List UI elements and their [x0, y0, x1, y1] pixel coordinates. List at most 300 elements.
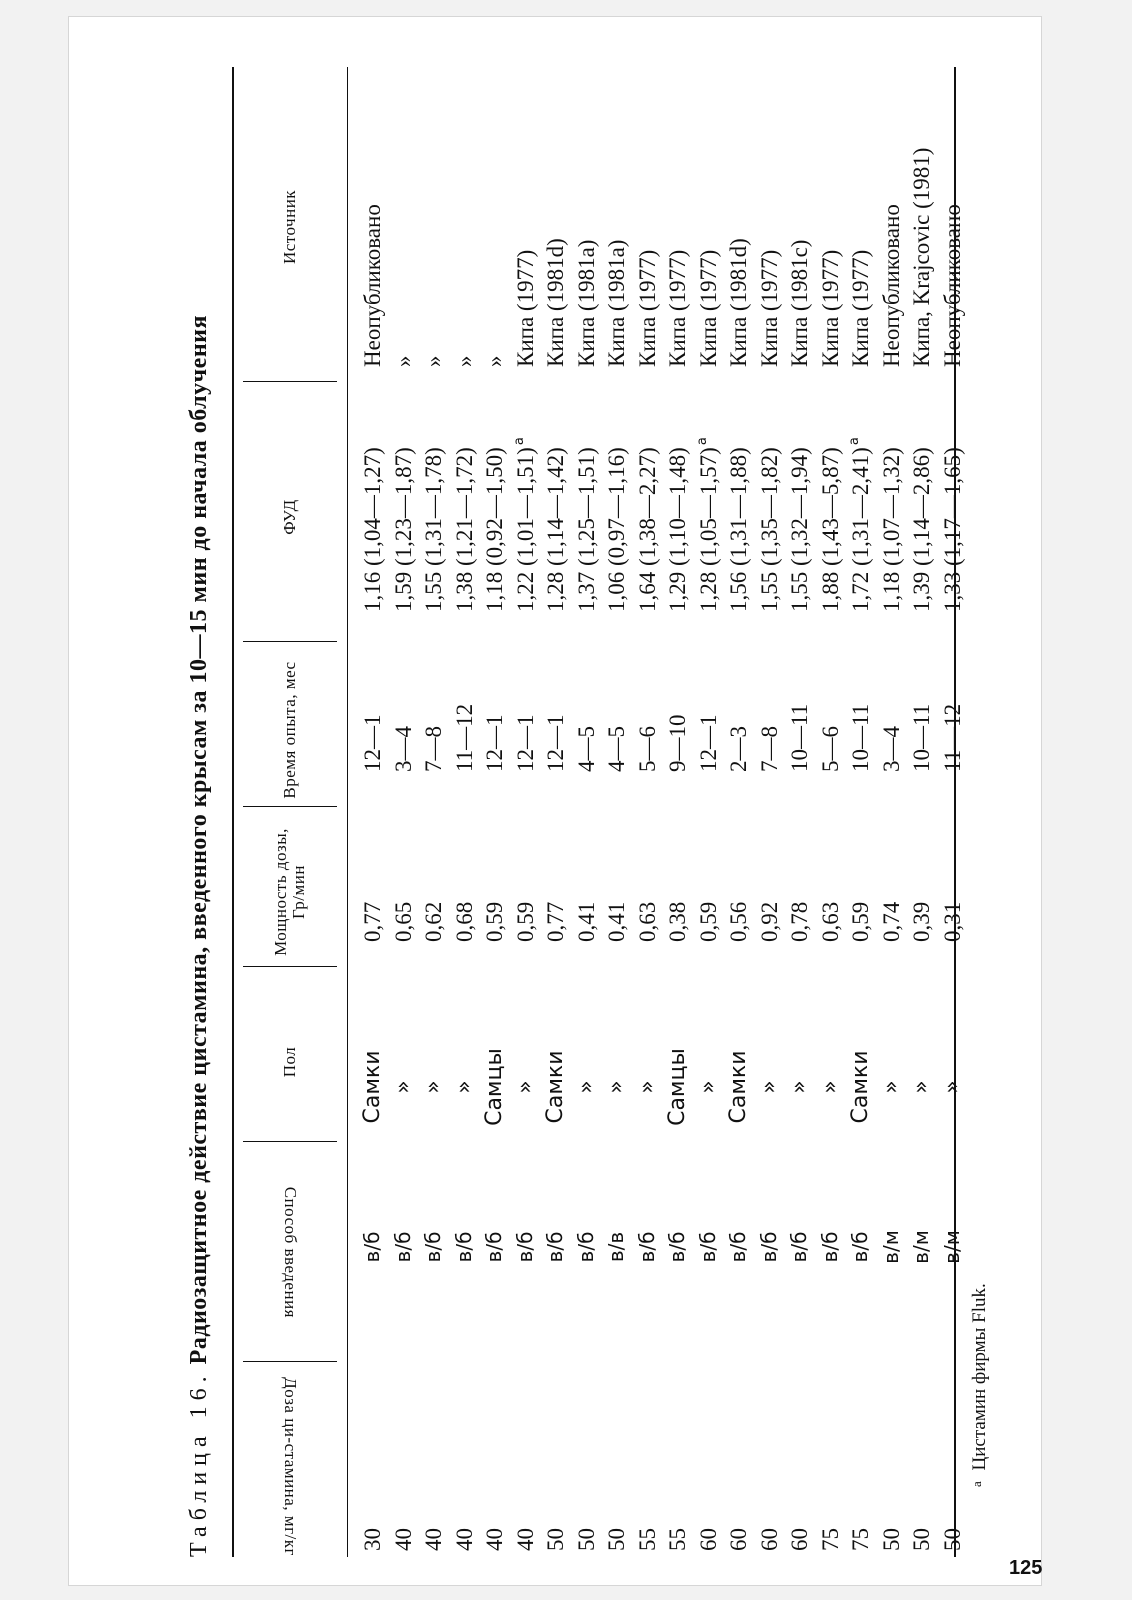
cell-dose-text: 55	[634, 1528, 660, 1551]
cell-source	[540, 238, 571, 367]
cell-power	[845, 902, 876, 942]
cell-source-text: »	[451, 355, 477, 367]
cell-sex-text: Самки	[726, 1050, 751, 1124]
cell-time-text: 10—11	[848, 703, 873, 772]
cell-dru	[815, 445, 846, 612]
cell-sex	[693, 987, 724, 1187]
cell-dose-text: 40	[451, 1528, 477, 1551]
cell-power	[449, 902, 480, 942]
header-divider	[243, 806, 337, 807]
cell-time-text: 12—1	[360, 714, 385, 772]
cell-dru	[784, 445, 815, 612]
cell-source	[815, 250, 846, 367]
cell-sex-text: Самки	[848, 1050, 873, 1124]
cell-source	[510, 250, 541, 367]
table-row	[845, 67, 876, 1557]
cell-source-text: Кипа (1981d)	[543, 238, 568, 367]
cell-power-text: 0,63	[817, 901, 843, 942]
cell-time	[754, 726, 785, 772]
cell-dru-text: 1,18 (0,92—1,50)	[482, 447, 507, 612]
cell-time	[723, 726, 754, 772]
cell-time	[418, 726, 449, 772]
cell-source-text: »	[421, 355, 446, 367]
cell-dose-text: 30	[360, 1528, 385, 1551]
cell-dose	[754, 1528, 785, 1551]
cell-dru	[662, 445, 693, 612]
cell-dose	[815, 1528, 846, 1551]
cell-dose	[571, 1528, 602, 1551]
cell-route-text: в/м	[939, 1230, 964, 1264]
cell-route-text: в/б	[695, 1231, 720, 1263]
cell-time-text: 5—6	[817, 726, 843, 772]
cell-dose	[662, 1528, 693, 1551]
cell-route-text: в/б	[726, 1231, 750, 1263]
cell-dru	[449, 445, 480, 612]
cell-power	[357, 902, 388, 942]
cell-power	[632, 902, 663, 942]
table-row	[632, 67, 663, 1557]
cell-time-text: 11—12	[939, 703, 965, 772]
cell-sex-text: »	[634, 1080, 660, 1094]
cell-dose-text: 50	[573, 1528, 599, 1551]
cell-time	[571, 726, 602, 772]
cell-sex-text: »	[604, 1080, 629, 1094]
cell-route-text: в/б	[634, 1231, 659, 1263]
table-row	[815, 67, 846, 1557]
footnote-ref: а	[511, 437, 527, 446]
cell-time	[845, 704, 876, 772]
cell-time	[876, 726, 907, 772]
cell-dose-text: 75	[817, 1528, 843, 1551]
cell-time	[479, 715, 510, 773]
cell-sex-text: »	[451, 1080, 477, 1094]
cell-sex	[784, 987, 815, 1187]
table-row	[723, 67, 754, 1557]
cell-dru	[937, 445, 968, 612]
header-bottom-rule	[347, 67, 348, 1557]
cell-power	[693, 902, 724, 942]
cell-sex-text: Самцы	[665, 1048, 690, 1126]
cell-time-text: 5—6	[634, 726, 660, 772]
cell-sex-text: »	[512, 1080, 538, 1094]
table-top-rule	[232, 67, 234, 1557]
cell-power-text: 0,92	[756, 901, 782, 942]
cell-dru-text: 1,37 (1,25—1,51)	[573, 447, 599, 612]
cell-power-text: 0,78	[787, 901, 812, 942]
cell-dose-text: 60	[695, 1528, 721, 1551]
cell-power-text: 0,63	[634, 901, 660, 942]
cell-power-text: 0,59	[482, 901, 507, 942]
cell-dose	[845, 1528, 876, 1551]
cell-source	[418, 356, 449, 368]
cell-power-text: 0,77	[360, 901, 385, 942]
cell-time-text: 12—1	[482, 714, 507, 772]
cell-time-text: 11—12	[451, 703, 477, 772]
table-row	[388, 67, 419, 1557]
cell-sex-text: »	[939, 1080, 965, 1094]
cell-sex-text: »	[573, 1080, 599, 1094]
cell-sex	[510, 987, 541, 1187]
cell-source-text: Кипа (1977)	[634, 249, 660, 367]
cell-power	[388, 902, 419, 942]
cell-time	[632, 726, 663, 772]
cell-source-text: Кипа (1977)	[695, 249, 721, 367]
table-row	[418, 67, 449, 1557]
cell-route-text: в/б	[756, 1231, 781, 1263]
cell-source	[357, 204, 388, 367]
cell-sex	[906, 987, 937, 1187]
cell-route-text: в/б	[817, 1231, 842, 1263]
cell-time	[693, 715, 724, 773]
cell-power-text: 0,59	[695, 901, 721, 942]
cell-time-text: 10—11	[787, 703, 812, 772]
cell-dose	[601, 1528, 632, 1551]
cell-sex	[815, 987, 846, 1187]
cell-source-text: Кипа (1977)	[512, 249, 538, 367]
cell-source	[845, 250, 876, 367]
cell-sex-text: »	[787, 1080, 812, 1094]
cell-dru	[632, 445, 663, 612]
cell-source	[479, 356, 510, 368]
cell-source-text: Кипа (1977)	[665, 249, 690, 367]
table-number: Таблица 16.	[186, 1370, 212, 1557]
table-row	[754, 67, 785, 1557]
footnote-ref: а	[847, 437, 862, 446]
cell-sex	[632, 987, 663, 1187]
cell-sex-text: Самки	[543, 1050, 568, 1124]
cell-dose-text: 50	[909, 1528, 934, 1551]
cell-dose-text: 60	[726, 1528, 751, 1551]
cell-power-text: 0,41	[573, 901, 599, 942]
cell-dru	[845, 437, 876, 612]
cell-source	[632, 250, 663, 367]
cell-dose	[479, 1528, 510, 1551]
cell-time	[357, 715, 388, 773]
cell-sex	[662, 987, 693, 1187]
table-row	[357, 67, 388, 1557]
cell-power-text: 0,39	[909, 901, 934, 942]
cell-sex-text: Самцы	[482, 1048, 507, 1126]
cell-sex	[571, 987, 602, 1187]
cell-dose-text: 60	[787, 1528, 812, 1551]
cell-dose	[723, 1528, 754, 1551]
cell-route-text: в/б	[512, 1231, 537, 1263]
cell-time	[815, 726, 846, 772]
cell-source-text: Кипа (1981d)	[726, 238, 751, 367]
cell-sex-text: »	[817, 1080, 843, 1094]
cell-source	[601, 240, 632, 367]
cell-sex	[449, 987, 480, 1187]
cell-sex-text: Самки	[360, 1050, 385, 1124]
cell-source	[693, 250, 724, 367]
footnote-ref: а	[694, 437, 710, 446]
cell-source	[906, 148, 937, 367]
cell-power	[571, 902, 602, 942]
cell-sex	[357, 987, 388, 1187]
footnote-mark: а	[969, 1481, 984, 1487]
cell-dru-text: 1,39 (1,14—2,86)	[909, 447, 934, 612]
cell-dru	[571, 445, 602, 612]
cell-sex	[723, 987, 754, 1187]
table-row	[540, 67, 571, 1557]
cell-dru	[723, 445, 754, 612]
cell-dru-text: 1,88 (1,43—5,87)	[817, 447, 843, 612]
cell-time	[540, 715, 571, 773]
cell-route-text: в/б	[451, 1231, 476, 1263]
cell-route-text: в/б	[390, 1231, 415, 1263]
cell-source-text: Кипа (1977)	[848, 249, 873, 367]
cell-dose	[906, 1528, 937, 1551]
cell-dose	[693, 1528, 724, 1551]
cell-source-text: Кипа, Krajcovic (1981)	[909, 147, 934, 367]
cell-source-text: Кипа (1977)	[817, 249, 843, 367]
cell-source-text: Неопубликовано	[360, 204, 385, 367]
cell-dose	[418, 1528, 449, 1551]
cell-dru-text: 1,33 (1,17—1,65)	[939, 447, 965, 612]
cell-source-text: Кипа (1977)	[756, 249, 782, 367]
page-number: 125	[1009, 1557, 1043, 1579]
cell-dose-text: 40	[390, 1528, 416, 1551]
rotated-table-frame	[179, 67, 1039, 1557]
cell-route-text: в/б	[482, 1231, 506, 1263]
cell-route-text: в/б	[787, 1231, 811, 1263]
table-row	[876, 67, 907, 1557]
cell-power-text: 0,59	[512, 901, 538, 942]
cell-power	[784, 902, 815, 942]
cell-dose-text: 60	[756, 1528, 782, 1551]
cell-dru-text: 1,55 (1,35—1,82)	[756, 447, 782, 612]
cell-power-text: 0,56	[726, 901, 751, 942]
cell-dru-text: 1,29 (1,10—1,48)	[665, 447, 690, 612]
table-row	[449, 67, 480, 1557]
cell-source	[754, 250, 785, 367]
cell-time-text: 7—8	[756, 726, 782, 772]
cell-sex	[479, 987, 510, 1187]
cell-dru	[357, 445, 388, 612]
cell-time-text: 3—4	[878, 726, 904, 772]
cell-dose-text: 40	[512, 1528, 538, 1551]
header-time: Время опыта, мес	[280, 661, 299, 799]
cell-power	[510, 902, 541, 942]
cell-power-text: 0,77	[543, 901, 568, 942]
table-row	[601, 67, 632, 1557]
cell-dru	[693, 437, 724, 612]
header-dru: ФУД	[280, 499, 299, 535]
cell-time-text: 12—1	[543, 714, 568, 772]
cell-dose-text: 40	[421, 1528, 446, 1551]
cell-dru	[388, 445, 419, 612]
cell-route-text: в/м	[909, 1230, 933, 1264]
cell-dose	[388, 1528, 419, 1551]
cell-time	[510, 715, 541, 773]
cell-dru-text: 1,55 (1,31—1,78)	[421, 447, 446, 612]
cell-route-text: в/м	[878, 1230, 903, 1264]
cell-power-text: 0,68	[451, 901, 477, 942]
cell-sex-text: »	[390, 1080, 416, 1094]
cell-dru-text: 1,64 (1,38—2,27)	[634, 447, 660, 612]
cell-sex-text: »	[421, 1080, 446, 1094]
cell-source-text: Кипа (1981a)	[573, 239, 599, 367]
header-divider	[243, 381, 337, 382]
header-route: Способ введения	[281, 1186, 300, 1318]
cell-source	[723, 238, 754, 367]
cell-sex-text: »	[756, 1080, 782, 1094]
cell-sex	[388, 987, 419, 1187]
cell-time	[388, 726, 419, 772]
cell-sex	[418, 987, 449, 1187]
cell-dose-text: 55	[665, 1528, 690, 1551]
cell-time	[784, 704, 815, 772]
footnote	[969, 1283, 991, 1487]
cell-source-text: »	[390, 355, 416, 367]
cell-route-text: в/б	[360, 1231, 384, 1263]
page-sheet	[68, 16, 1042, 1586]
cell-dru-text: 1,18 (1,07—1,32)	[878, 447, 904, 612]
cell-time-text: 2—3	[726, 726, 751, 772]
cell-dose	[449, 1528, 480, 1551]
cell-time-text: 3—4	[390, 726, 416, 772]
table-caption: Радиозащитное действие цистамина, введенного крысам за 10—15 мин до начала облучения	[186, 315, 212, 1365]
cell-sex-text: »	[695, 1080, 721, 1094]
cell-source-text: Неопубликовано	[939, 204, 965, 367]
cell-dose	[632, 1528, 663, 1551]
cell-dru-text: 1,55 (1,32—1,94)	[787, 447, 812, 612]
cell-dru-text: 1,59 (1,23—1,87)	[390, 447, 416, 612]
cell-source	[937, 204, 968, 367]
cell-dru-text: 1,06 (0,97—1,16)	[604, 447, 629, 612]
cell-power	[876, 902, 907, 942]
table-row	[906, 67, 937, 1557]
cell-time-text: 10—11	[909, 703, 934, 772]
cell-dru	[906, 445, 937, 612]
cell-dose	[937, 1528, 968, 1551]
cell-power-text: 0,41	[604, 901, 629, 942]
cell-source-text: Неопубликовано	[878, 204, 904, 367]
cell-dru	[876, 445, 907, 612]
cell-dru	[479, 445, 510, 612]
cell-power-text: 0,74	[878, 901, 904, 942]
cell-dose-text: 40	[482, 1528, 507, 1551]
cell-route-text: в/б	[848, 1231, 872, 1263]
table-row	[510, 67, 541, 1557]
cell-dose-text: 50	[939, 1528, 965, 1551]
cell-sex	[601, 987, 632, 1187]
cell-time-text: 4—5	[573, 726, 599, 772]
cell-time	[906, 704, 937, 772]
cell-dru	[510, 437, 541, 612]
cell-power-text: 0,65	[390, 901, 416, 942]
cell-sex-text: »	[909, 1080, 934, 1094]
cell-route-text: в/б	[543, 1231, 567, 1263]
cell-source-text: Кипа (1981a)	[604, 239, 629, 367]
cell-source	[449, 356, 480, 368]
cell-dru-text: 1,28 (1,05—1,57)	[695, 447, 721, 612]
cell-power	[540, 902, 571, 942]
cell-power	[418, 902, 449, 942]
header-divider	[243, 1361, 337, 1362]
table-row	[937, 67, 968, 1557]
cell-power	[754, 902, 785, 942]
cell-source-text: Кипа (1981c)	[787, 239, 812, 367]
cell-sex	[937, 987, 968, 1187]
cell-power	[601, 902, 632, 942]
table-row	[662, 67, 693, 1557]
table-row	[479, 67, 510, 1557]
cell-power-text: 0,38	[665, 901, 690, 942]
cell-dose	[510, 1528, 541, 1551]
cell-power-text: 0,31	[939, 901, 965, 942]
cell-dru	[754, 445, 785, 612]
cell-dru-text: 1,28 (1,14—1,42)	[543, 447, 568, 612]
cell-dru-text: 1,38 (1,21—1,72)	[451, 447, 477, 612]
cell-dose	[784, 1528, 815, 1551]
cell-power	[662, 902, 693, 942]
table-bottom-rule	[954, 67, 956, 1557]
cell-source	[571, 240, 602, 367]
footnote-text: Цистамин фирмы Fluk.	[969, 1283, 990, 1471]
cell-source-text: »	[482, 355, 507, 367]
cell-power-text: 0,59	[848, 901, 873, 942]
cell-time	[449, 704, 480, 772]
cell-power-text: 0,62	[421, 901, 446, 942]
header-power: Мощность дозы, Гр/мин	[271, 828, 308, 956]
cell-dose	[357, 1528, 388, 1551]
header-dose: Доза ци-стамина, мг/кг	[281, 1377, 300, 1557]
cell-dose-text: 50	[543, 1528, 568, 1551]
cell-power	[479, 902, 510, 942]
header-sex: Пол	[280, 1046, 299, 1078]
cell-dose	[540, 1528, 571, 1551]
cell-power	[906, 902, 937, 942]
cell-time-text: 4—5	[604, 726, 629, 772]
cell-source	[662, 250, 693, 367]
cell-source	[784, 240, 815, 367]
cell-sex	[876, 987, 907, 1187]
table-row	[784, 67, 815, 1557]
cell-sex-text: »	[878, 1080, 904, 1094]
cell-route-text: в/б	[421, 1231, 445, 1263]
table-title	[179, 67, 219, 1557]
cell-time-text: 7—8	[421, 726, 446, 772]
cell-sex	[754, 987, 785, 1187]
cell-dose	[876, 1528, 907, 1551]
cell-time	[937, 704, 968, 772]
cell-sex	[845, 987, 876, 1187]
cell-dru	[601, 445, 632, 612]
cell-source	[876, 204, 907, 367]
header-source: Источник	[280, 189, 299, 265]
cell-dru-text: 1,56 (1,31—1,88)	[726, 447, 751, 612]
cell-power	[815, 902, 846, 942]
cell-power	[937, 902, 968, 942]
cell-source	[388, 356, 419, 368]
cell-time	[662, 715, 693, 773]
cell-route-text: в/б	[573, 1231, 598, 1263]
cell-dose-text: 50	[604, 1528, 629, 1551]
cell-dru-text: 1,72 (1,31—2,41)	[848, 447, 873, 612]
cell-time-text: 12—1	[695, 714, 721, 772]
header-divider	[243, 1141, 337, 1142]
cell-dru	[418, 445, 449, 612]
cell-time	[601, 726, 632, 772]
cell-dose-text: 75	[848, 1528, 873, 1551]
cell-sex	[540, 987, 571, 1187]
cell-route-text: в/в	[604, 1231, 628, 1263]
cell-dru-text: 1,16 (1,04—1,27)	[360, 447, 385, 612]
cell-time-text: 12—1	[512, 714, 538, 772]
table-row	[693, 67, 724, 1557]
cell-power	[723, 902, 754, 942]
